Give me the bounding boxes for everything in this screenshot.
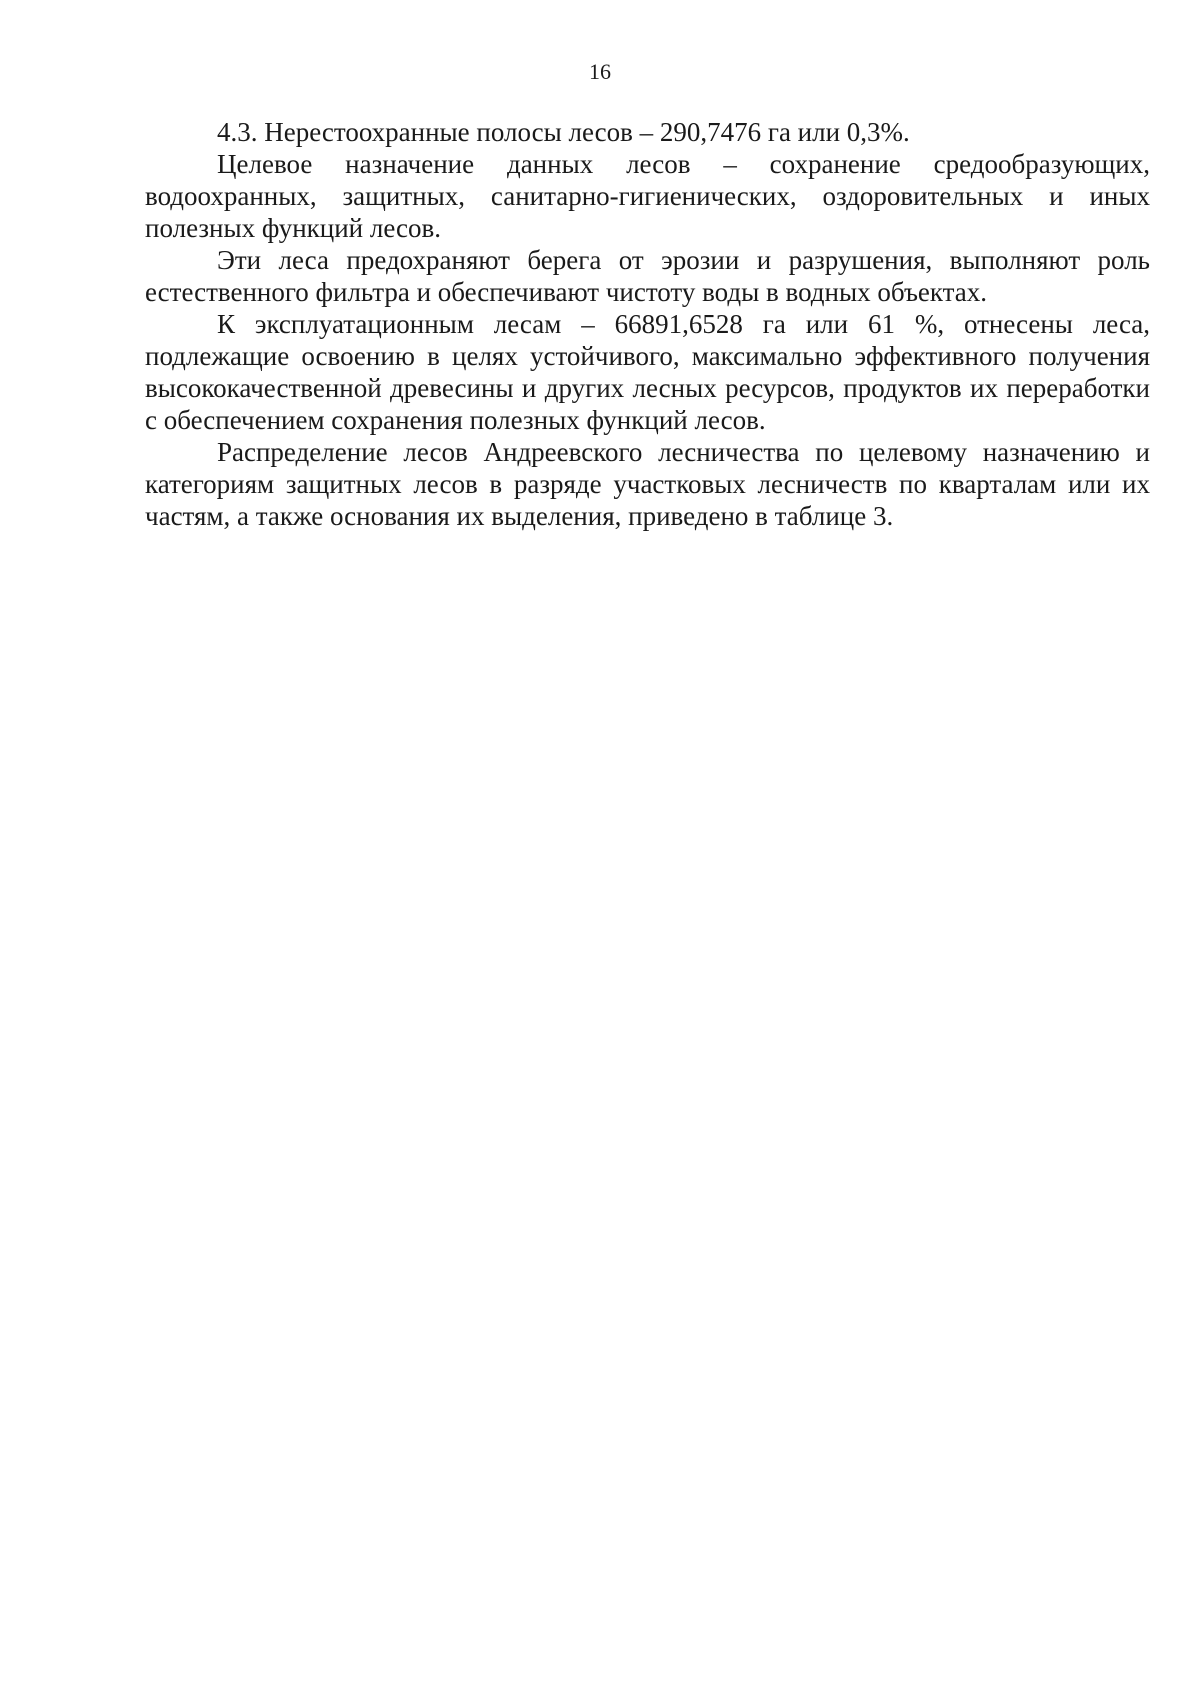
paragraph-erosion-protection: Эти леса предохраняют берега от эрозии и разрушения, выполняют роль естественного фильтра и обеспечивают чистоту воды в водных объектах. xyxy=(145,245,1150,307)
paragraph-spawning-protection-strips: 4.3. Нерестоохранные полосы лесов – 290,7476 га или 0,3%. xyxy=(217,117,910,147)
document-body xyxy=(145,116,1150,532)
paragraph-distribution-table-reference: Распределение лесов Андреевского лесничества по целевому назначению и категориям защитных лесов в разряде участковых лесничеств по кварталам или их частям, а также основания их выделения, приведено в таблице 3. xyxy=(145,437,1150,531)
page-number: 16 xyxy=(589,59,611,84)
paragraph-exploitation-forests: К эксплуатационным лесам – 66891,6528 га или 61 %, отнесены леса, подлежащие освоению в целях устойчивого, максимально эффективного получения высококачественной древесины и других лесных ресурсов, продуктов их переработки с обеспечением сохранения полезных функций лесов. xyxy=(145,309,1150,435)
paragraph-purpose: Целевое назначение данных лесов – сохранение средообразующих, водоохранных, защитных, санитарно-гигиенических, оздоровительных и иных полезных функций лесов. xyxy=(145,149,1150,243)
